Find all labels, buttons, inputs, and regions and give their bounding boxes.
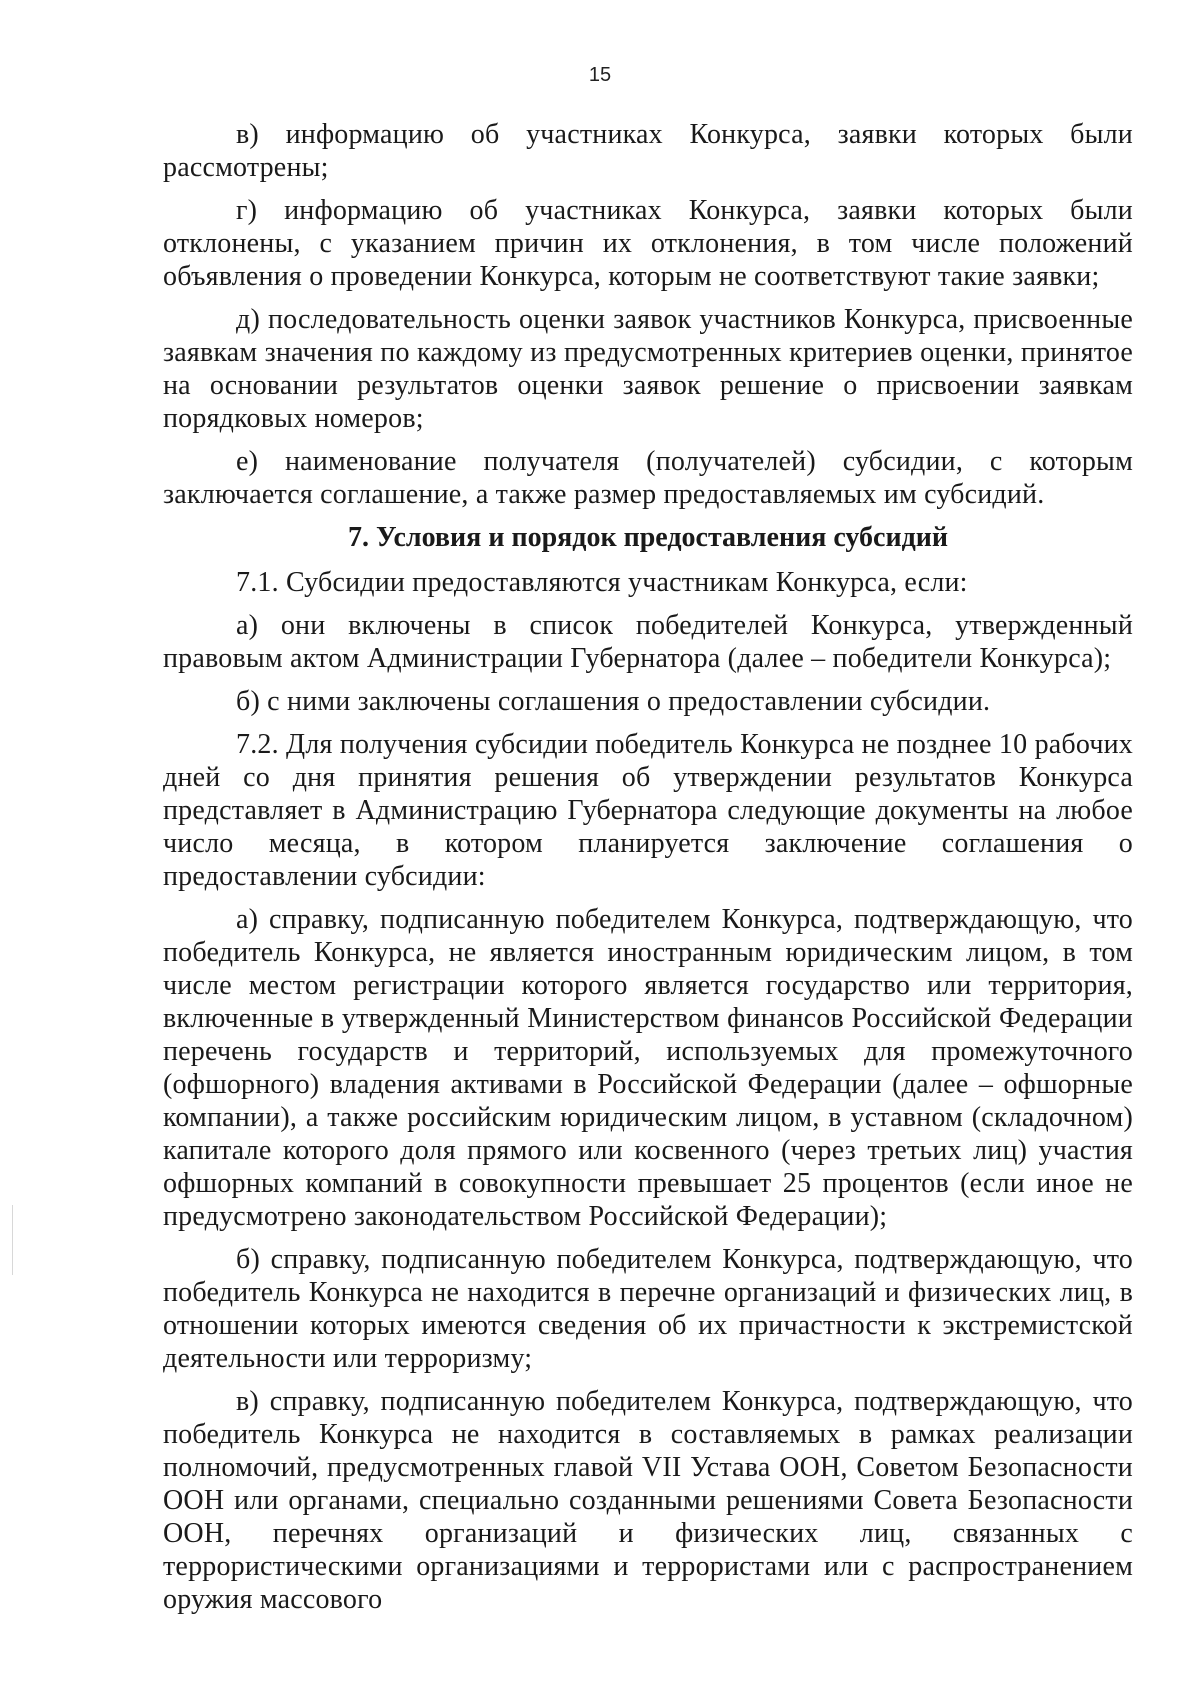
paragraph-item-g: г) информацию об участниках Конкурса, заявки которых были отклонены, с указанием причин их отклонения, в том числе положений объявления о проведении Конкурса, которым не соответствуют такие заявки; [163,195,1133,292]
section-heading: 7. Условия и порядок предоставления субсидий [347,522,949,553]
paragraph-7-2-v: в) справку, подписанную победителем Конкурса, подтверждающую, что победитель Конкурса не находится в составляемых в рамках реализации полномочий, предусмотренных главой VII Устава ООН, Советом Безопасности ООН или органами, специально созданными решениями Совета Безопасности ООН, перечнях организаций и физических лиц, связанных с террористическими организациями и террористами или с распространением оружия массового [163,1386,1133,1615]
paragraph-7-1-b: б) с ними заключены соглашения о предоставлении субсидии. [236,686,991,717]
paragraph-7-2: 7.2. Для получения субсидии победитель Конкурса не позднее 10 рабочих дней со дня принятия решения об утверждении результатов Конкурса представляет в Администрацию Губернатора следующие документы на любое число месяца, в котором планируется заключение соглашения о предоставлении субсидии: [163,729,1133,892]
page-number: 15 [588,64,612,86]
document-body [163,118,1133,1626]
paragraph-7-2-a: а) справку, подписанную победителем Конкурса, подтверждающую, что победитель Конкурса, не является иностранным юридическим лицом, в том числе местом регистрации которого является государство или территория, включенные в утвержденный Министерством финансов Российской Федерации перечень государств и территорий, используемых для промежуточного (офшорного) владения активами в Российской Федерации (далее – офшорные компании), а также российским юридическим лицом, в уставном (складочном) капитале которого доля прямого или косвенного (через третьих лиц) участия офшорных компаний в совокупности превышает 25 процентов (если иное не предусмотрено законодательством Российской Федерации); [163,904,1133,1232]
paragraph-item-e: е) наименование получателя (получателей) субсидии, с которым заключается соглашение, а также размер предоставляемых им субсидий. [163,446,1133,510]
paragraph-7-2-b: б) справку, подписанную победителем Конкурса, подтверждающую, что победитель Конкурса не находится в перечне организаций и физических лиц, в отношении которых имеются сведения об их причастности к экстремистской деятельности или терроризму; [163,1244,1133,1374]
paragraph-item-d: д) последовательность оценки заявок участников Конкурса, присвоенные заявкам значения по каждому из предусмотренных критериев оценки, принятое на основании результатов оценки заявок решение о присвоении заявкам порядковых номеров; [163,304,1133,434]
paragraph-item-v: в) информацию об участниках Конкурса, заявки которых были рассмотрены; [163,119,1133,183]
paragraph-7-1: 7.1. Субсидии предоставляются участникам Конкурса, если: [236,567,968,598]
scan-artifact-line [12,1205,13,1275]
paragraph-7-1-a: а) они включены в список победителей Конкурса, утвержденный правовым актом Администрации Губернатора (далее – победители Конкурса); [163,610,1133,674]
